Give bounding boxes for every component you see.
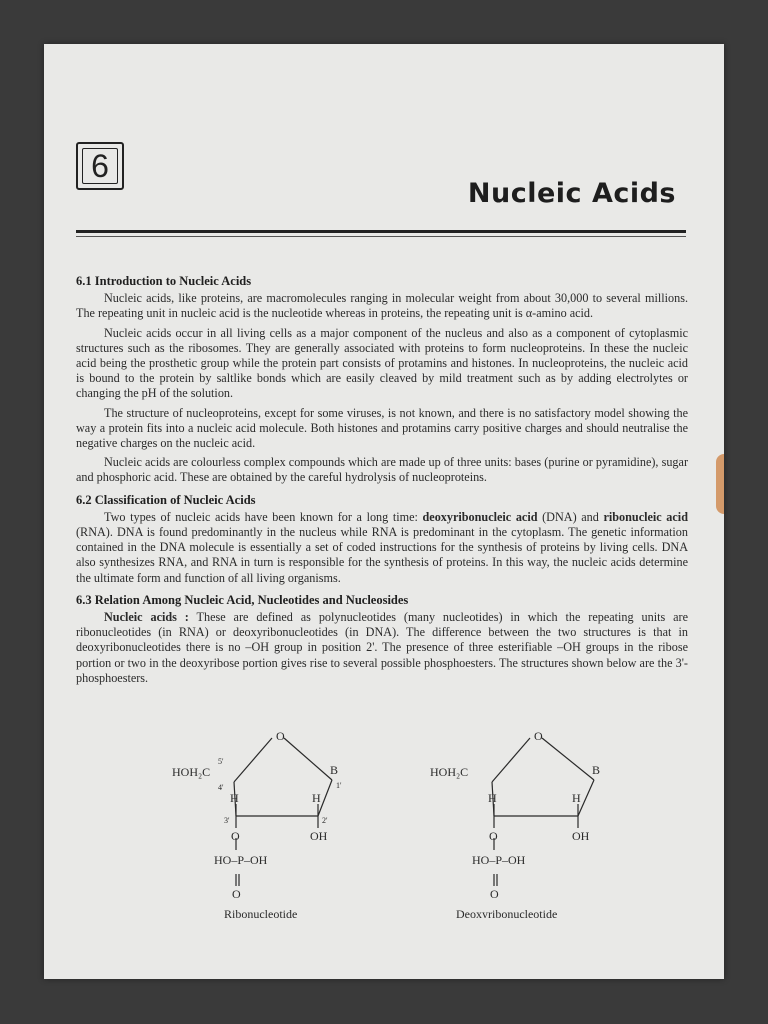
hydroxyl-label: OH xyxy=(310,829,328,843)
hoh2c-label: HOH₂C xyxy=(430,765,469,779)
carbon-3-label: 3' xyxy=(224,816,230,825)
hoh2c-label: HOH₂C xyxy=(172,765,211,779)
text-run: Two types of nucleic acids have been known for a long time: xyxy=(104,509,423,524)
section-heading: 6.2 Classification of Nucleic Acids xyxy=(76,492,256,507)
base-label: B xyxy=(592,763,601,777)
carbon-2-label: 2' xyxy=(322,816,328,825)
paragraph: Nucleic acids occur in all living cells as a major component of the nucleus and also as a component of cytoplasmic structures such as the ribosomes. They are generally associated with proteins to form nucleoproteins. In these the nucleic acid being the prosthetic group while the protein part consists of protamins and histones. In nucleoproteins, the nucleic acid is bound to the protein by saltlike bonds which are easily cleaved by mild treatment such as by adding electrolytes or changing the pH of the solution. xyxy=(76,325,688,401)
ribonucleotide-caption: Ribonucleotide xyxy=(224,907,298,918)
book-page xyxy=(44,44,724,979)
title-rule-thin xyxy=(76,236,686,237)
bond xyxy=(284,738,332,780)
phosphate-group: HO–P–OH xyxy=(214,853,268,867)
chapter-content xyxy=(76,274,688,693)
carbon-4-label: 4' xyxy=(218,783,224,792)
bond xyxy=(492,738,530,782)
hydrogen-right: H xyxy=(312,791,321,805)
hydrogen-left: H xyxy=(230,791,239,805)
paragraph xyxy=(76,610,688,686)
hydroxyl-label: OH xyxy=(572,829,590,843)
chapter-title: Nucleic Acids xyxy=(467,178,676,209)
text-run: (RNA). DNA is found predominantly in the nucleus while RNA is predominant in the cytoplasm. The genetic information contained in the DNA molecule is essentially a set of coded instructions for the synthesis of proteins by living cells. DNA also synthesizes RNA, and RNA in turn is responsible for the synthesis of proteins. In this way, the nucleic acids determine the ultimate form and function of all living organisms. xyxy=(76,525,688,585)
ring-oxygen: O xyxy=(276,729,285,743)
section-heading: 6.1 Introduction to Nucleic Acids xyxy=(76,274,252,288)
paragraph: Nucleic acids, like proteins, are macromolecules ranging in molecular weight from about 30,000 to several millions. The repeating unit in nucleic acid is the nucleotide whereas in proteins, the repeating unit is α-amino acid. xyxy=(76,291,688,321)
title-rule-thick xyxy=(76,230,686,233)
nucleotide-structures xyxy=(144,728,684,918)
term-rna: ribonucleic acid xyxy=(603,509,688,524)
paragraph: Nucleic acids are colourless complex compounds which are made up of three units: bases (purine or pyramidine), sugar and phosphoric acid. These are obtained by the careful hydrolysis of nucleoproteins. xyxy=(76,455,688,485)
ring-oxygen: O xyxy=(534,729,543,743)
structures-diagram xyxy=(144,728,684,918)
carbon-1-label: 1' xyxy=(336,781,342,790)
paragraph: The structure of nucleoproteins, except for some viruses, is not known, and there is no satisfactory model showing the way a protein fits into a nucleic acid molecule. Both histones and protamins carry positive charges and should neutralise the negative charges on the nucleic acid. xyxy=(76,405,688,451)
section-heading: 6.3 Relation Among Nucleic Acid, Nucleotides and Nucleosides xyxy=(76,592,409,607)
term-nucleic-acids: Nucleic acids : xyxy=(104,610,189,625)
page-tab-marker xyxy=(716,454,724,514)
chapter-number: 6 xyxy=(82,148,118,184)
section-6-2 xyxy=(76,493,688,586)
section-6-3 xyxy=(76,593,688,686)
chapter-number-box xyxy=(76,142,124,190)
hydrogen-left: H xyxy=(488,791,497,805)
linking-oxygen: O xyxy=(231,829,240,843)
term-dna: deoxyribonucleic acid xyxy=(422,509,538,524)
phosphate-double-oxygen: O xyxy=(232,887,241,901)
phosphate-double-oxygen: O xyxy=(490,887,499,901)
paragraph xyxy=(76,510,688,586)
text-run: These are defined as polynucleotides (many nucleotides) in which the repeating units are ribonucleotides (in RNA) or deoxyribonucleotides (in DNA). The difference between the two structures is that in deoxyribonucleotides there is no –OH group in position 2'. The presence of three esterifiable –OH groups in the ribose portion or two in the deoxyribose portion gives rise to several possible phosphoesters. The structures shown below are the 3'-phosphoesters. xyxy=(76,610,688,685)
bond xyxy=(234,738,272,782)
carbon-5-label: 5' xyxy=(218,757,224,766)
phosphate-group: HO–P–OH xyxy=(472,853,526,867)
base-label: B xyxy=(330,763,339,777)
deoxyribonucleotide-caption: Deoxyribonucleotide xyxy=(456,907,558,918)
text-run: (DNA) and xyxy=(537,509,604,524)
linking-oxygen: O xyxy=(489,829,498,843)
hydrogen-right: H xyxy=(572,791,581,805)
bond xyxy=(542,738,594,780)
section-6-1 xyxy=(76,274,688,486)
